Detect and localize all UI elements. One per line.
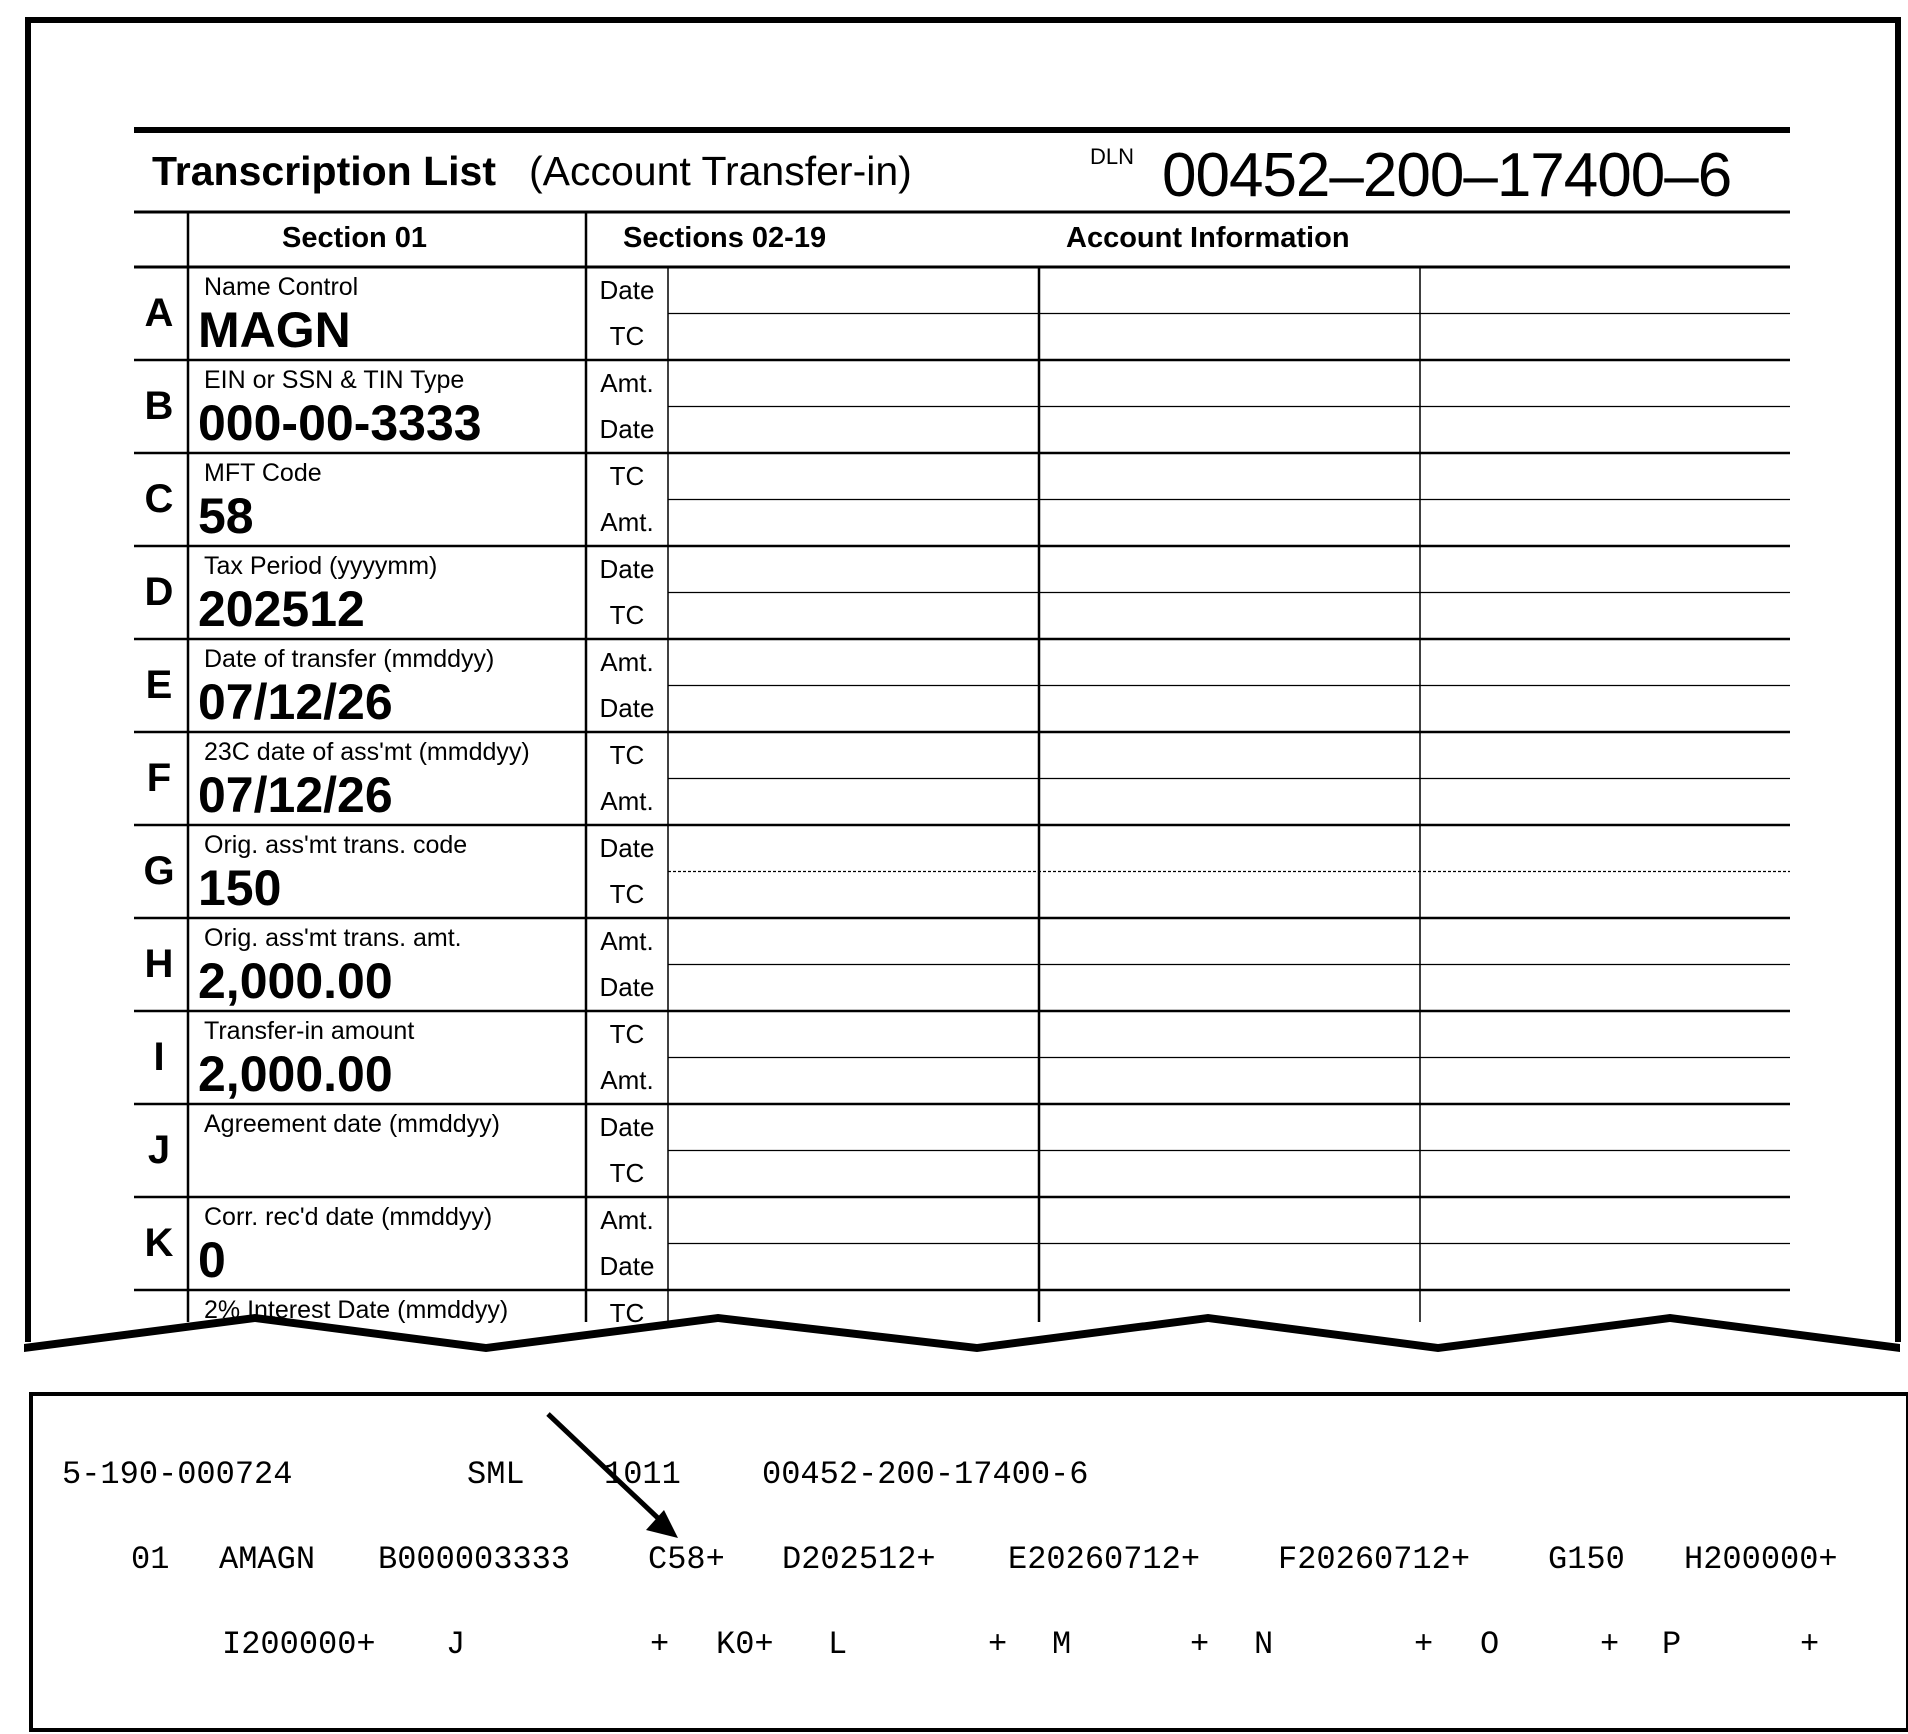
field-value: 150 bbox=[198, 860, 282, 916]
record-field: AMAGN bbox=[219, 1541, 316, 1578]
sub-label: Amt. bbox=[600, 926, 654, 956]
row-letter: C bbox=[144, 477, 174, 521]
sub-label: Date bbox=[599, 554, 655, 584]
sub-label: TC bbox=[609, 1019, 645, 1049]
sub-label: TC bbox=[609, 1298, 645, 1328]
sub-label: TC bbox=[609, 1158, 645, 1188]
field-label: Agreement date (mmddyy) bbox=[204, 1110, 500, 1138]
record-field: G150 bbox=[1548, 1541, 1625, 1578]
record-field: D202512+ bbox=[782, 1541, 936, 1578]
row-letter: J bbox=[147, 1128, 171, 1172]
record-field: I200000+ bbox=[222, 1626, 376, 1663]
sub-label: Date bbox=[599, 414, 655, 444]
sub-label: TC bbox=[609, 879, 645, 909]
sub-label: Amt. bbox=[600, 1205, 654, 1235]
field-label: Date of transfer (mmddyy) bbox=[204, 645, 495, 673]
sub-label: TC bbox=[609, 461, 645, 491]
sub-label: Date bbox=[599, 1112, 655, 1142]
record-field: K0+ bbox=[716, 1626, 774, 1663]
sub-label: Amt. bbox=[600, 1065, 654, 1095]
field-value: 07/12/26 bbox=[198, 767, 393, 823]
sub-label: Date bbox=[599, 275, 655, 305]
record-field: + bbox=[1800, 1626, 1820, 1663]
sub-label: Amt. bbox=[600, 368, 654, 398]
sub-label: TC bbox=[609, 740, 645, 770]
record-field: + bbox=[650, 1626, 670, 1663]
record-field: J bbox=[446, 1626, 466, 1663]
field-value: 202512 bbox=[198, 581, 365, 637]
field-label: Transfer-in amount bbox=[204, 1017, 415, 1045]
field-value: 0 bbox=[198, 1232, 226, 1288]
header-account-information: Account Information bbox=[1066, 222, 1350, 254]
field-value: MAGN bbox=[198, 302, 351, 358]
field-label: 23C date of ass'mt (mmddyy) bbox=[204, 738, 530, 766]
field-value: 58 bbox=[198, 488, 254, 544]
row-letter: G bbox=[143, 849, 175, 893]
sub-label: Amt. bbox=[600, 647, 654, 677]
record-field: + bbox=[988, 1626, 1008, 1663]
sub-label: Date bbox=[599, 1251, 655, 1281]
record-field: H200000+ bbox=[1684, 1541, 1838, 1578]
field-value: 2,000.00 bbox=[198, 1046, 393, 1102]
record-field: L bbox=[828, 1626, 848, 1663]
sub-label: Date bbox=[599, 972, 655, 1002]
record-field: N bbox=[1254, 1626, 1274, 1663]
dln-number: 00452–200–17400–6 bbox=[1162, 141, 1732, 210]
field-value: 07/12/26 bbox=[198, 674, 393, 730]
record-field: C58+ bbox=[648, 1541, 725, 1578]
row-letter: E bbox=[145, 663, 173, 707]
row-letter: I bbox=[153, 1035, 165, 1079]
field-label: MFT Code bbox=[204, 459, 322, 487]
sub-label: Amt. bbox=[600, 507, 654, 537]
record-field: 01 bbox=[131, 1541, 170, 1578]
record-field: 5-190-000724 bbox=[62, 1456, 293, 1493]
record-field: SML bbox=[467, 1456, 525, 1493]
row-letter: A bbox=[144, 291, 174, 335]
record-field: M bbox=[1052, 1626, 1072, 1663]
field-label: Orig. ass'mt trans. amt. bbox=[204, 924, 462, 952]
row-letter: H bbox=[144, 942, 174, 986]
header-section01: Section 01 bbox=[282, 222, 428, 254]
record-field: F20260712+ bbox=[1278, 1541, 1471, 1578]
field-label: Orig. ass'mt trans. code bbox=[204, 831, 468, 859]
field-value: 2,000.00 bbox=[198, 953, 393, 1009]
field-label: 2% Interest Date (mmddyy) bbox=[204, 1296, 509, 1324]
record-field: P bbox=[1662, 1626, 1682, 1663]
record-field: 00452-200-17400-6 bbox=[762, 1456, 1089, 1493]
field-label: Corr. rec'd date (mmddyy) bbox=[204, 1203, 493, 1231]
field-label: Tax Period (yyyymm) bbox=[204, 552, 438, 580]
sub-label: Amt. bbox=[600, 786, 654, 816]
row-letter: K bbox=[144, 1221, 174, 1265]
record-field: 1011 bbox=[604, 1456, 681, 1493]
row-letter: D bbox=[144, 570, 174, 614]
header-sections-02-19: Sections 02-19 bbox=[623, 222, 827, 254]
row-letter: B bbox=[144, 384, 174, 428]
record-field: O bbox=[1480, 1626, 1500, 1663]
field-label: Name Control bbox=[204, 273, 359, 301]
sub-label: Date bbox=[599, 693, 655, 723]
sub-label: TC bbox=[609, 321, 645, 351]
sub-label: Date bbox=[599, 833, 655, 863]
sub-label: TC bbox=[609, 600, 645, 630]
record-field: + bbox=[1190, 1626, 1210, 1663]
form-subtitle: (Account Transfer-in) bbox=[529, 148, 912, 194]
field-value: 000-00-3333 bbox=[198, 395, 482, 451]
form-title: Transcription List bbox=[152, 148, 496, 194]
row-letter: F bbox=[146, 756, 172, 800]
field-label: EIN or SSN & TIN Type bbox=[204, 366, 465, 394]
record-field: B000003333 bbox=[378, 1541, 571, 1578]
record-field: E20260712+ bbox=[1008, 1541, 1201, 1578]
dln-label: DLN bbox=[1090, 144, 1135, 169]
record-field: + bbox=[1600, 1626, 1620, 1663]
record-field: + bbox=[1414, 1626, 1434, 1663]
